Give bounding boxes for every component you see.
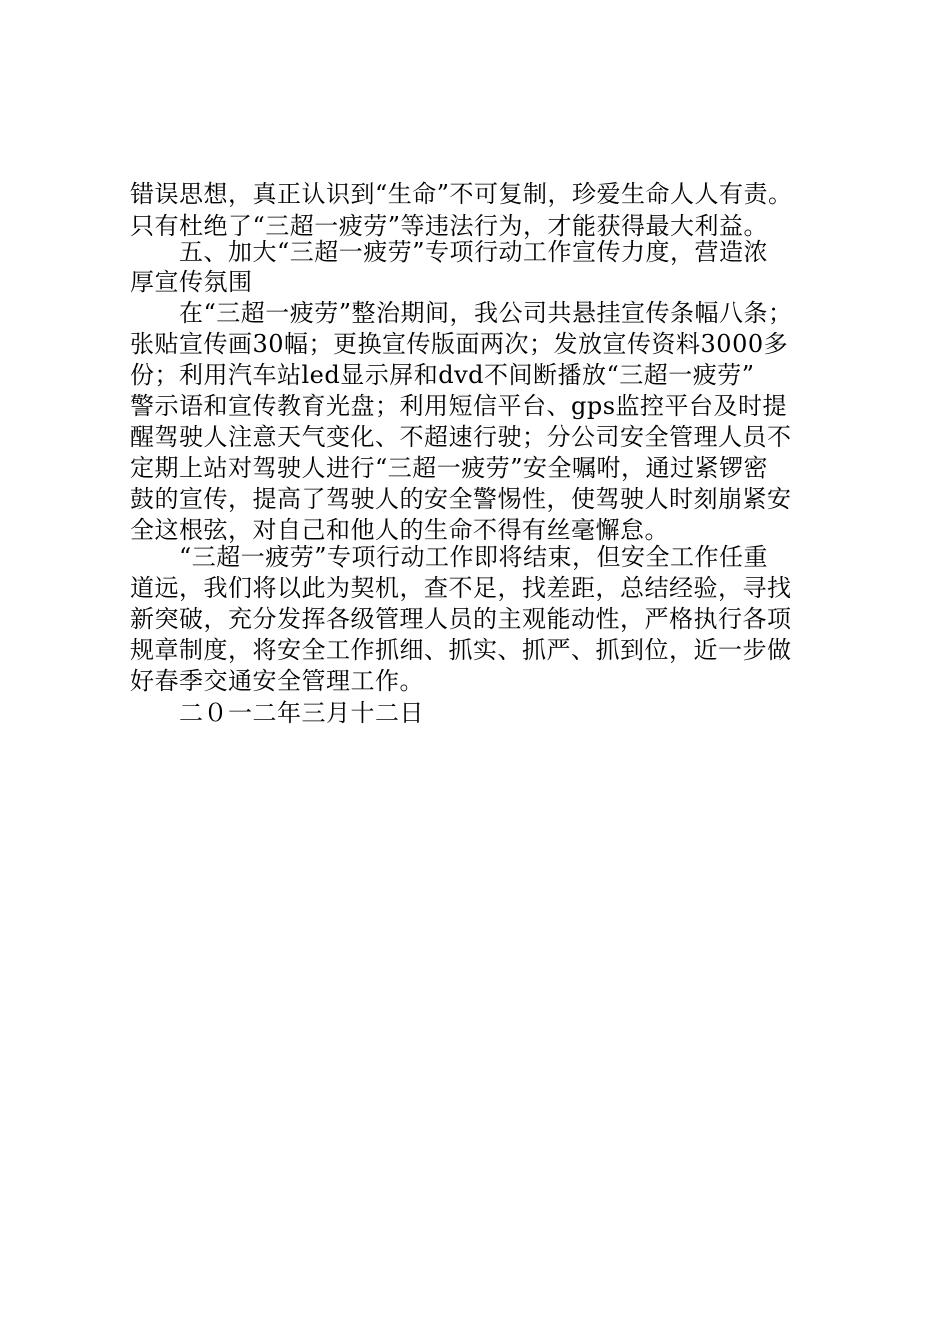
text-line: 定期上站对驾驶人进行“三超一疲劳”安全嘱咐，通过紧锣密 xyxy=(130,454,769,482)
text-line: 错误思想，真正认识到“生命”不可复制，珍爱生命人人有责。 xyxy=(130,180,793,208)
text-line: “三超一疲劳”专项行动工作即将结束，但安全工作任重 xyxy=(130,543,769,571)
text-line: 全这根弦，对自己和他人的生命不得有丝毫懈怠。 xyxy=(130,516,669,544)
text-line: 醒驾驶人注意天气变化、不超速行驶；分公司安全管理人员不 xyxy=(130,423,792,451)
text-line: 张贴宣传画30幅；更换宣传版面两次；发放宣传资料3000多 xyxy=(130,330,789,358)
text-line: 鼓的宣传，提高了驾驶人的安全警惕性，使驾驶人时刻崩紧安 xyxy=(130,485,792,513)
date-line: 二０一二年三月十二日 xyxy=(130,699,424,727)
text-line: 道远，我们将以此为契机，查不足，找差距，总结经验，寻找 xyxy=(130,574,792,602)
text-line: 新突破，充分发挥各级管理人员的主观能动性，严格执行各项 xyxy=(130,605,792,633)
text-line: 警示语和宣传教育光盘；利用短信平台、gps监控平台及时提 xyxy=(130,392,788,420)
section-heading-line: 厚宣传氛围 xyxy=(130,268,253,296)
text-line: 规章制度，将安全工作抓细、抓实、抓严、抓到位，近一步做 xyxy=(130,636,792,664)
text-line: 好春季交通安全管理工作。 xyxy=(130,667,424,695)
text-line: 份；利用汽车站led显示屏和dvd不间断播放“三超一疲劳” xyxy=(130,361,755,389)
section-heading-line: 五、加大“三超一疲劳”专项行动工作宣传力度，营造浓 xyxy=(130,238,769,266)
text-line: 在“三超一疲劳”整治期间，我公司共悬挂宣传条幅八条； xyxy=(130,299,793,327)
text-line: 只有杜绝了“三超一疲劳”等违法行为，才能获得最大利益。 xyxy=(130,212,769,240)
